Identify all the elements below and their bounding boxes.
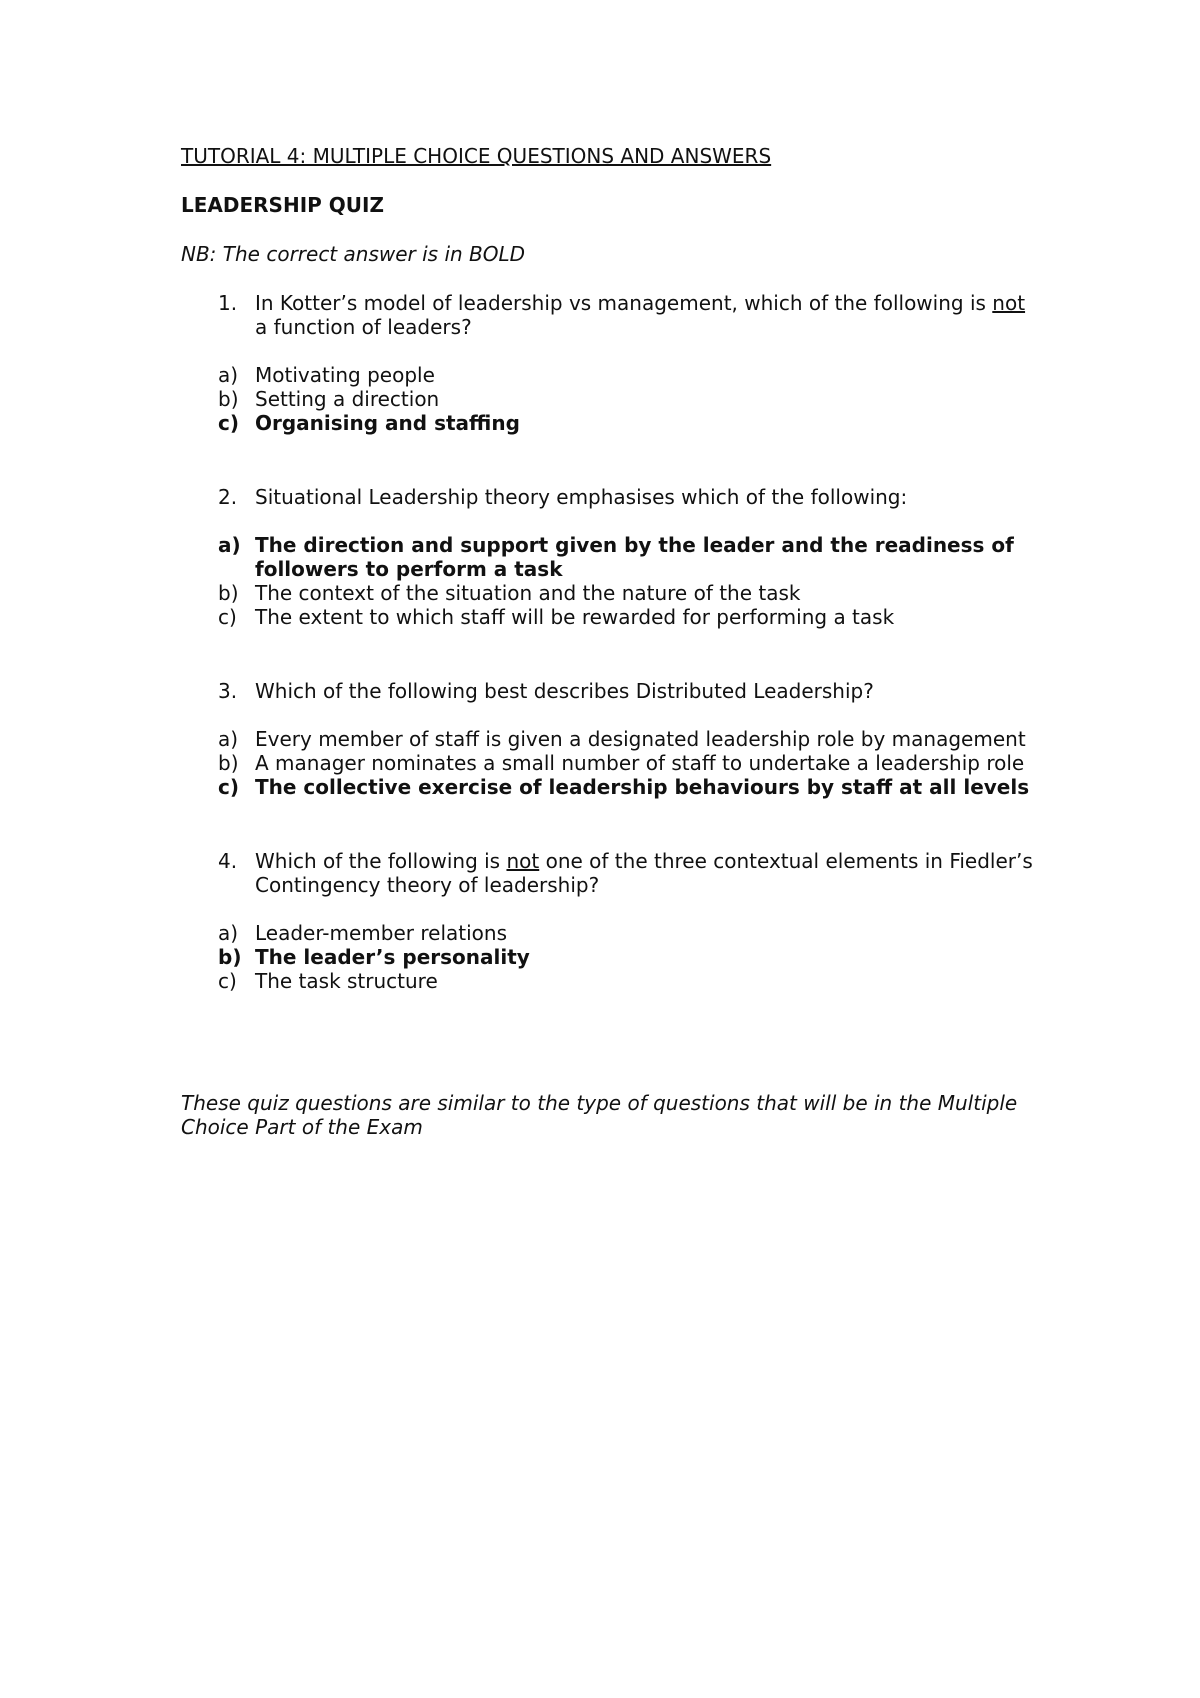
option-label: a) xyxy=(218,921,239,945)
option-label: b) xyxy=(218,581,239,605)
option-text: The direction and support given by the leader and the readiness of followers to perform a task xyxy=(255,533,1014,581)
option-a xyxy=(181,363,1041,387)
option-text: Organising and staffing xyxy=(255,411,520,435)
question-text xyxy=(255,849,1041,897)
option-c-correct xyxy=(181,411,1041,435)
question-text-part: Which of the following is xyxy=(255,849,507,873)
question-number: 1. xyxy=(218,291,238,315)
tutorial-title: TUTORIAL 4: MULTIPLE CHOICE QUESTIONS AND ANSWERS xyxy=(181,144,772,168)
option-label: c) xyxy=(218,775,239,799)
option-a xyxy=(181,727,1041,751)
option-text: The context of the situation and the nature of the task xyxy=(255,581,801,605)
underlined-word: not xyxy=(992,291,1026,315)
question-text-part: a function of leaders? xyxy=(255,315,472,339)
option-text: The task structure xyxy=(255,969,438,993)
option-text: Setting a direction xyxy=(255,387,440,411)
option-text: Every member of staff is given a designated leadership role by management xyxy=(255,727,1026,751)
option-b xyxy=(181,581,1041,605)
option-text: A manager nominates a small number of staff to undertake a leadership role xyxy=(255,751,1025,775)
footer-note: These quiz questions are similar to the type of questions that will be in the Multiple Choice Part of the Exam xyxy=(181,1091,1018,1139)
option-label: a) xyxy=(218,533,241,557)
question-text xyxy=(255,291,1041,339)
document-content xyxy=(181,144,1041,1159)
option-b xyxy=(181,751,1041,775)
question-1 xyxy=(181,291,1041,339)
option-label: c) xyxy=(218,411,239,435)
question-4 xyxy=(181,849,1041,897)
question-number: 4. xyxy=(218,849,238,873)
option-c xyxy=(181,605,1041,629)
question-1-options xyxy=(181,363,1041,435)
option-a-correct xyxy=(181,533,1041,581)
option-text: The extent to which staff will be rewarded for performing a task xyxy=(255,605,895,629)
question-3 xyxy=(181,679,1041,703)
option-label: b) xyxy=(218,945,242,969)
question-2-options xyxy=(181,533,1041,629)
option-label: a) xyxy=(218,363,239,387)
option-label: b) xyxy=(218,387,239,411)
question-number: 2. xyxy=(218,485,238,509)
option-text: Motivating people xyxy=(255,363,435,387)
option-c xyxy=(181,969,1041,993)
question-text-part: In Kotter’s model of leadership vs management, which of the following is xyxy=(255,291,993,315)
option-c-correct xyxy=(181,775,1041,799)
question-text: Which of the following best describes Distributed Leadership? xyxy=(255,679,874,703)
option-text: The collective exercise of leadership behaviours by staff at all levels xyxy=(255,775,1030,799)
quiz-title: LEADERSHIP QUIZ xyxy=(181,193,384,217)
underlined-word: not xyxy=(506,849,540,873)
option-label: a) xyxy=(218,727,239,751)
question-text: Situational Leadership theory emphasises which of the following: xyxy=(255,485,908,509)
option-b xyxy=(181,387,1041,411)
option-text: The leader’s personality xyxy=(255,945,530,969)
question-2 xyxy=(181,485,1041,509)
answer-note: NB: The correct answer is in BOLD xyxy=(181,242,526,266)
question-text-part: one of the three contextual elements in Fiedler’s Contingency theory of leadership? xyxy=(255,849,1033,897)
option-label: c) xyxy=(218,605,237,629)
option-a xyxy=(181,921,1041,945)
option-label: b) xyxy=(218,751,239,775)
option-label: c) xyxy=(218,969,237,993)
option-text: Leader-member relations xyxy=(255,921,507,945)
question-3-options xyxy=(181,727,1041,799)
question-number: 3. xyxy=(218,679,238,703)
option-b-correct xyxy=(181,945,1041,969)
question-4-options xyxy=(181,921,1041,993)
